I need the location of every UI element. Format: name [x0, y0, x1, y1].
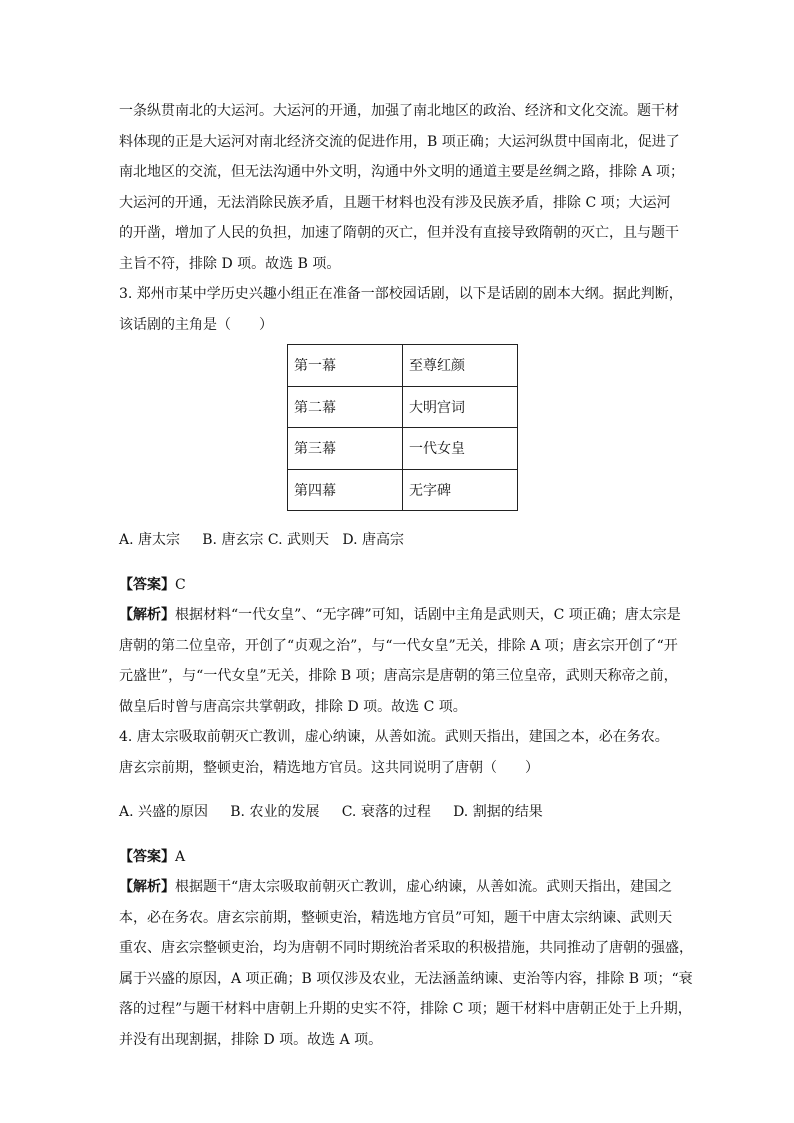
analysis-text: 根据题干“唐太宗吸取前朝灭亡教训，虚心纳谏，从善如流。武则天指出，建国之 [175, 879, 673, 895]
table-row [288, 386, 518, 428]
analysis-line: 并没有出现割据，排除 D 项。故选 A 项。 [119, 1031, 383, 1048]
table-cell: 一代女皇 [403, 428, 518, 470]
answer-label: 【答案】 [119, 848, 175, 865]
table-cell: 第四幕 [288, 469, 403, 511]
previous-analysis-continuation [119, 96, 685, 279]
text-line: 主旨不符，排除 D 项。故选 B 项。 [119, 255, 341, 272]
text-line: 大运河的开通，无法消除民族矛盾，且题干材料也没有涉及民族矛盾，排除 C 项；大运河 [119, 194, 671, 211]
table-cell: 第一幕 [288, 345, 403, 387]
answer-value: A [175, 848, 186, 865]
question-stem: 3. 郑州市某中学历史兴趣小组正在准备一部校园话剧，以下是话剧的剧本大纲。据此判断， [119, 286, 683, 302]
analysis-line: 落的过程”与题干材料中唐朝上升期的史实不符，排除 C 项；题干材料中唐朝正处于上升期， [119, 1001, 692, 1017]
analysis-line [119, 872, 685, 903]
analysis-line: 属于兴盛的原因，A 项正确；B 项仅涉及农业，无法涵盖纳谏、吏治等内容，排除 B 项；“衰 [119, 970, 693, 987]
question-stem: 该话剧的主角是（ ） [119, 316, 273, 333]
table-row [288, 428, 518, 470]
text-line: 的开凿，增加了人民的负担，加速了隋朝的灭亡，但并没有直接导致隋朝的灭亡，且与题干 [119, 225, 679, 241]
table-row [288, 469, 518, 511]
analysis-line: 重农、唐玄宗整顿吏治，均为唐朝不同时期统治者采取的积极措施，共同推动了唐朝的强盛， [119, 940, 693, 956]
table-cell: 至尊红颜 [403, 345, 518, 387]
table-cell: 第三幕 [288, 428, 403, 470]
table-row [288, 345, 518, 387]
text-line: 一条纵贯南北的大运河。大运河的开通，加强了南北地区的政治、经济和文化交流。题干材 [119, 103, 679, 119]
answer-line [119, 842, 685, 873]
script-outline-table [287, 344, 518, 511]
document-page [119, 96, 693, 1055]
answer-options: A. 唐太宗 B. 唐玄宗 C. 武则天 D. 唐高宗 [119, 532, 404, 548]
table-cell: 无字碑 [403, 469, 518, 511]
analysis-line: 做皇后时曾与唐高宗共掌朝政，排除 D 项。故选 C 项。 [119, 698, 467, 715]
analysis-line: 元盛世”，与“一代女皇”无关，排除 B 项；唐高宗是唐朝的第三位皇帝，武则天称帝之前， [119, 668, 678, 684]
answer-line [119, 570, 685, 601]
answer-value: C [175, 576, 186, 593]
text-line: 南北地区的交流，但无法沟通中外文明，沟通中外文明的通道主要是丝绸之路，排除 A 项； [119, 164, 685, 180]
table-cell: 大明宫词 [403, 386, 518, 428]
answer-label: 【答案】 [119, 576, 175, 593]
question-4 [119, 722, 693, 1055]
analysis-line [119, 600, 685, 631]
answer-options: A. 兴盛的原因 B. 农业的发展 C. 衰落的过程 D. 割据的结果 [119, 804, 543, 820]
text-line: 料体现的正是大运河对南北经济交流的促进作用，B 项正确；大运河纵贯中国南北，促进了 [119, 133, 680, 150]
analysis-line: 唐朝的第二位皇帝，开创了“贞观之治”，与“一代女皇”无关，排除 A 项；唐玄宗开创了“开 [119, 637, 678, 654]
table-cell: 第二幕 [288, 386, 403, 428]
analysis-label: 【解析】 [119, 879, 175, 895]
question-stem: 4. 唐太宗吸取前朝灭亡教训，虚心纳谏，从善如流。武则天指出，建国之本，必在务农。 [119, 729, 669, 745]
question-3 [119, 279, 685, 722]
question-stem: 唐玄宗前期，整顿吏治，精选地方官员。这共同说明了唐朝（ ） [119, 759, 539, 776]
analysis-line: 本，必在务农。唐玄宗前期，整顿吏治，精选地方官员”可知，题干中唐太宗纳谏、武则天 [119, 909, 673, 926]
analysis-label: 【解析】 [119, 607, 175, 623]
analysis-text: 根据材料“一代女皇”、“无字碑”可知，话剧中主角是武则天，C 项正确；唐太宗是 [175, 607, 681, 623]
